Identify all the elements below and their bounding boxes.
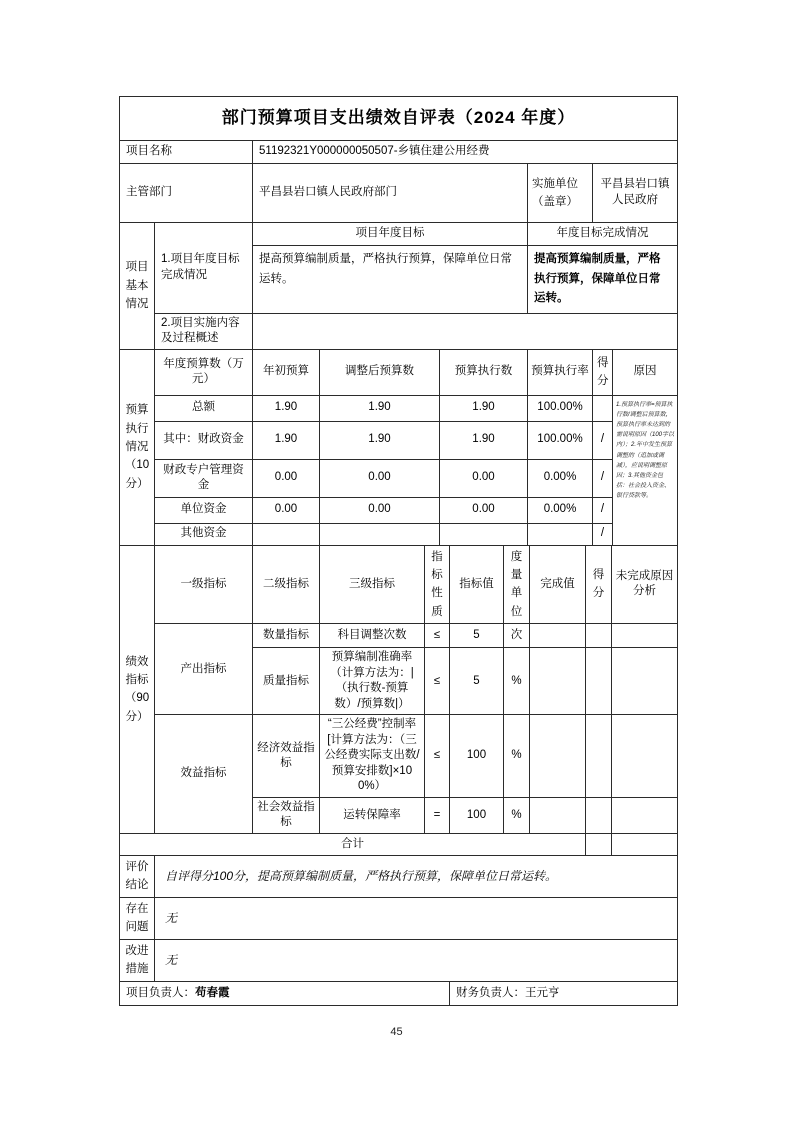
perf-level2: 经济效益指标: [253, 715, 320, 798]
perf-unit: %: [504, 715, 530, 798]
form-footer-table: [119, 855, 678, 1006]
budget-score: /: [593, 459, 613, 497]
annual-goal-header: 项目年度目标: [253, 223, 528, 246]
perf-col-value: 指标值: [450, 545, 504, 624]
perf-completion: [530, 624, 586, 648]
perf-row-quantity: [120, 624, 678, 648]
budget-score: [593, 395, 613, 421]
perf-value: 100: [450, 715, 504, 798]
improvements-label: 改进措施: [120, 939, 155, 981]
budget-executed: [440, 523, 528, 545]
budget-row-label: 单位资金: [155, 497, 253, 523]
dept-label: 主管部门: [120, 164, 253, 223]
perf-total-label: 合计: [120, 833, 586, 855]
project-manager-label: 项目负责人：: [126, 986, 195, 999]
impl-unit-value: 平昌县岩口镇人民政府: [593, 164, 678, 223]
perf-nature: ≤: [425, 715, 450, 798]
budget-executed: 1.90: [440, 395, 528, 421]
budget-score: /: [593, 421, 613, 459]
improvements-text: 无: [155, 939, 678, 981]
budget-adjusted: 0.00: [320, 459, 440, 497]
perf-completion: [530, 648, 586, 715]
budget-col-score: 得分: [593, 349, 613, 395]
perf-level2: 数量指标: [253, 624, 320, 648]
perf-total-score: [586, 833, 612, 855]
perf-col-unit: 度量单位: [504, 545, 530, 624]
perf-level2: 社会效益指标: [253, 797, 320, 833]
perf-value: 100: [450, 797, 504, 833]
budget-score: /: [593, 497, 613, 523]
perf-level3: 预算编制准确率（计算方法为：|（执行数-预算数）/预算数|）: [320, 648, 425, 715]
self-evaluation-form: [119, 96, 679, 1006]
form-title: 部门预算项目支出绩效自评表（2024 年度）: [120, 97, 678, 141]
budget-row-other-funds: [120, 523, 678, 545]
perf-level1-benefit: 效益指标: [155, 715, 253, 834]
budget-initial: 0.00: [253, 459, 320, 497]
dept-value: 平昌县岩口镇人民政府部门: [253, 164, 528, 223]
finance-manager-name: 王元亨: [525, 986, 560, 999]
budget-adjusted: 0.00: [320, 497, 440, 523]
project-name-value: 51192321Y000000050507-乡镇住建公用经费: [253, 141, 678, 164]
perf-score: [586, 648, 612, 715]
perf-score: [586, 797, 612, 833]
perf-total-analysis: [612, 833, 678, 855]
budget-initial: 1.90: [253, 421, 320, 459]
perf-value: 5: [450, 624, 504, 648]
budget-rate: 100.00%: [528, 395, 593, 421]
budget-initial: [253, 523, 320, 545]
basic-info-row2-label: 2.项目实施内容及过程概述: [155, 313, 253, 349]
budget-initial: 1.90: [253, 395, 320, 421]
perf-unit: %: [504, 797, 530, 833]
project-manager-cell: [120, 981, 450, 1005]
perf-analysis: [612, 624, 678, 648]
budget-row-label: 总额: [155, 395, 253, 421]
perf-completion: [530, 715, 586, 798]
budget-adjusted: [320, 523, 440, 545]
perf-unit: %: [504, 648, 530, 715]
basic-info-row1-label: 1.项目年度目标完成情况: [155, 223, 253, 314]
finance-manager-cell: [450, 981, 678, 1005]
conclusion-text: 自评得分100分，提高预算编制质量，严格执行预算，保障单位日常运转。: [155, 855, 678, 897]
annual-goal-text: 提高预算编制质量，严格执行预算，保障单位日常运转。: [253, 246, 528, 314]
goal-completion-text: 提高预算编制质量，严格执行预算，保障单位日常运转。: [528, 246, 678, 314]
perf-col-analysis: 未完成原因分析: [612, 545, 678, 624]
perf-level3: 运转保障率: [320, 797, 425, 833]
perf-col-level1: 一级指标: [155, 545, 253, 624]
budget-rate: 0.00%: [528, 459, 593, 497]
problems-label: 存在问题: [120, 897, 155, 939]
perf-value: 5: [450, 648, 504, 715]
perf-score: [586, 715, 612, 798]
perf-level1-output: 产出指标: [155, 624, 253, 715]
problems-text: 无: [155, 897, 678, 939]
budget-executed: 1.90: [440, 421, 528, 459]
project-manager-name: 苟春霞: [195, 986, 230, 999]
perf-score: [586, 624, 612, 648]
goal-completion-header: 年度目标完成情况: [528, 223, 678, 246]
budget-row-fiscal: [120, 421, 678, 459]
perf-nature: =: [425, 797, 450, 833]
finance-manager-label: 财务负责人：: [456, 986, 525, 999]
perf-completion: [530, 797, 586, 833]
budget-row-total: [120, 395, 678, 421]
perf-total-row: [120, 833, 678, 855]
page-number: 45: [390, 1026, 403, 1038]
conclusion-label: 评价结论: [120, 855, 155, 897]
budget-col-initial: 年初预算: [253, 349, 320, 395]
performance-section-label: 绩效指标（90分）: [120, 545, 155, 833]
perf-level3: “三公经费”控制率[计算方法为：（三公经费实际支出数/预算安排数]×100%）: [320, 715, 425, 798]
perf-col-score: 得分: [586, 545, 612, 624]
performance-table: [119, 545, 678, 856]
project-name-label: 项目名称: [120, 141, 253, 164]
budget-score: /: [593, 523, 613, 545]
budget-col-budget: 年度预算数（万元）: [155, 349, 253, 395]
perf-nature: ≤: [425, 624, 450, 648]
budget-row-label: 其中：财政资金: [155, 421, 253, 459]
budget-executed: 0.00: [440, 497, 528, 523]
perf-col-completion: 完成值: [530, 545, 586, 624]
perf-level2: 质量指标: [253, 648, 320, 715]
basic-info-row2-content: [253, 313, 678, 349]
perf-col-level2: 二级指标: [253, 545, 320, 624]
budget-row-label: 其他资金: [155, 523, 253, 545]
budget-initial: 0.00: [253, 497, 320, 523]
budget-col-adjusted: 调整后预算数: [320, 349, 440, 395]
perf-analysis: [612, 797, 678, 833]
perf-unit: 次: [504, 624, 530, 648]
budget-col-rate: 预算执行率: [528, 349, 593, 395]
perf-col-level3: 三级指标: [320, 545, 425, 624]
budget-col-reason: 原因: [613, 349, 678, 395]
perf-analysis: [612, 715, 678, 798]
budget-col-executed: 预算执行数: [440, 349, 528, 395]
budget-adjusted: 1.90: [320, 395, 440, 421]
budget-section-label: 预算执行情况（10分）: [120, 349, 155, 545]
perf-nature: ≤: [425, 648, 450, 715]
budget-executed: 0.00: [440, 459, 528, 497]
perf-level3: 科目调整次数: [320, 624, 425, 648]
budget-rate: [528, 523, 593, 545]
budget-rate: 0.00%: [528, 497, 593, 523]
budget-reason-note: 1.预算执行率=预算执行数/调整后预算数，预算执行率未达到的需说明原因（100字以内）；2.年中发生预算调整的（追加或调减），应说明调整原因；3.其他资金包括：社会投入资金、银行贷款等。: [613, 395, 678, 545]
impl-unit-label: 实施单位（盖章）: [528, 164, 593, 223]
budget-adjusted: 1.90: [320, 421, 440, 459]
perf-analysis: [612, 648, 678, 715]
budget-row-unit-funds: [120, 497, 678, 523]
perf-col-nature: 指标性质: [425, 545, 450, 624]
perf-row-economic: [120, 715, 678, 798]
basic-info-section-label: 项目基本情况: [120, 223, 155, 350]
form-head-table: [119, 96, 678, 350]
budget-execution-table: [119, 349, 678, 546]
budget-row-special-account: [120, 459, 678, 497]
budget-rate: 100.00%: [528, 421, 593, 459]
budget-row-label: 财政专户管理资金: [155, 459, 253, 497]
